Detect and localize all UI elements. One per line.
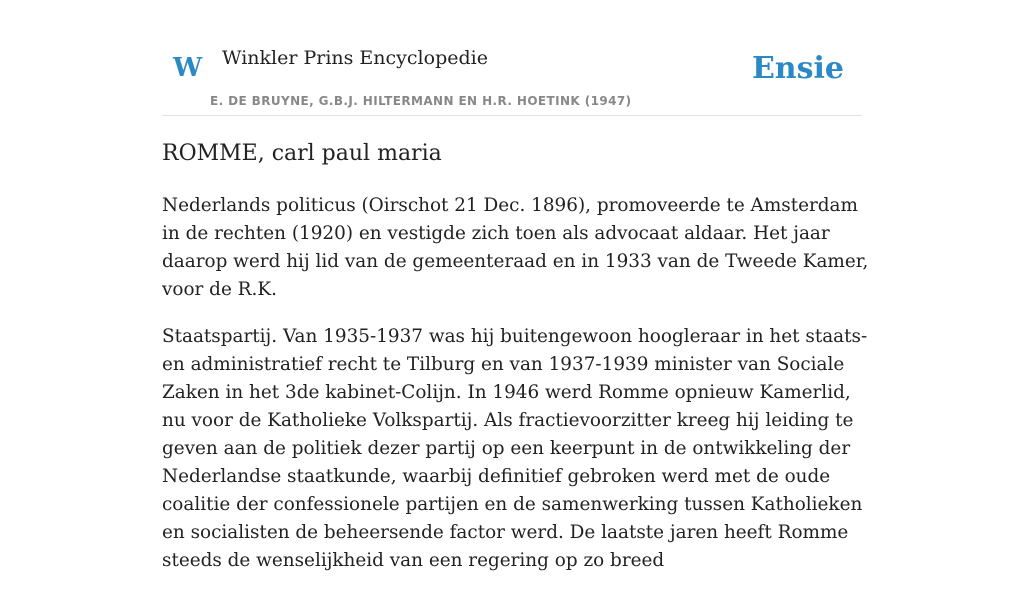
entry-title: ROMME, carl paul maria: [162, 141, 442, 166]
paragraph: Nederlands politicus (Oirschot 21 Dec. 1896), promoveerde te Amsterdam in de rechten (1920) en vestigde zich toen als advocaat aldaar. Het jaar daarop werd hij lid van de gemeenteraad en in 1933 van de Tweede Kamer, voor de R.K.: [162, 195, 869, 300]
article-body: [162, 192, 874, 594]
header: [162, 40, 862, 116]
paragraph: Staatspartij. Van 1935-1937 was hij buitengewoon hoogleraar in het staats- en administratief recht te Tilburg en van 1937-1939 minister van Sociale Zaken in het 3de kabinet-Colijn. In 1946 werd Romme opnieuw Kamerlid, nu voor de Katholieke Volkspartij. Als fractievoorzitter kreeg hij leiding te geven aan de politiek dezer partij op een keerpunt in de ontwikkeling der Nederlandse staatkunde, waarbij definitief gebroken werd met de oude coalitie der confessionele partijen en de samenwerking tussen Katholieken en socialisten de beheersende factor werd. De laatste jaren heeft Romme steeds de wenselijkheid van een regering op zo breed: [162, 326, 868, 571]
ensie-logo-link[interactable]: Ensie: [751, 51, 844, 86]
encyclopedia-title[interactable]: Winkler Prins Encyclopedie: [222, 47, 488, 69]
logo-w-icon[interactable]: W: [173, 53, 203, 83]
authors-line: E. DE BRUYNE, G.B.J. HILTERMANN EN H.R. HOETINK (1947): [210, 94, 632, 108]
